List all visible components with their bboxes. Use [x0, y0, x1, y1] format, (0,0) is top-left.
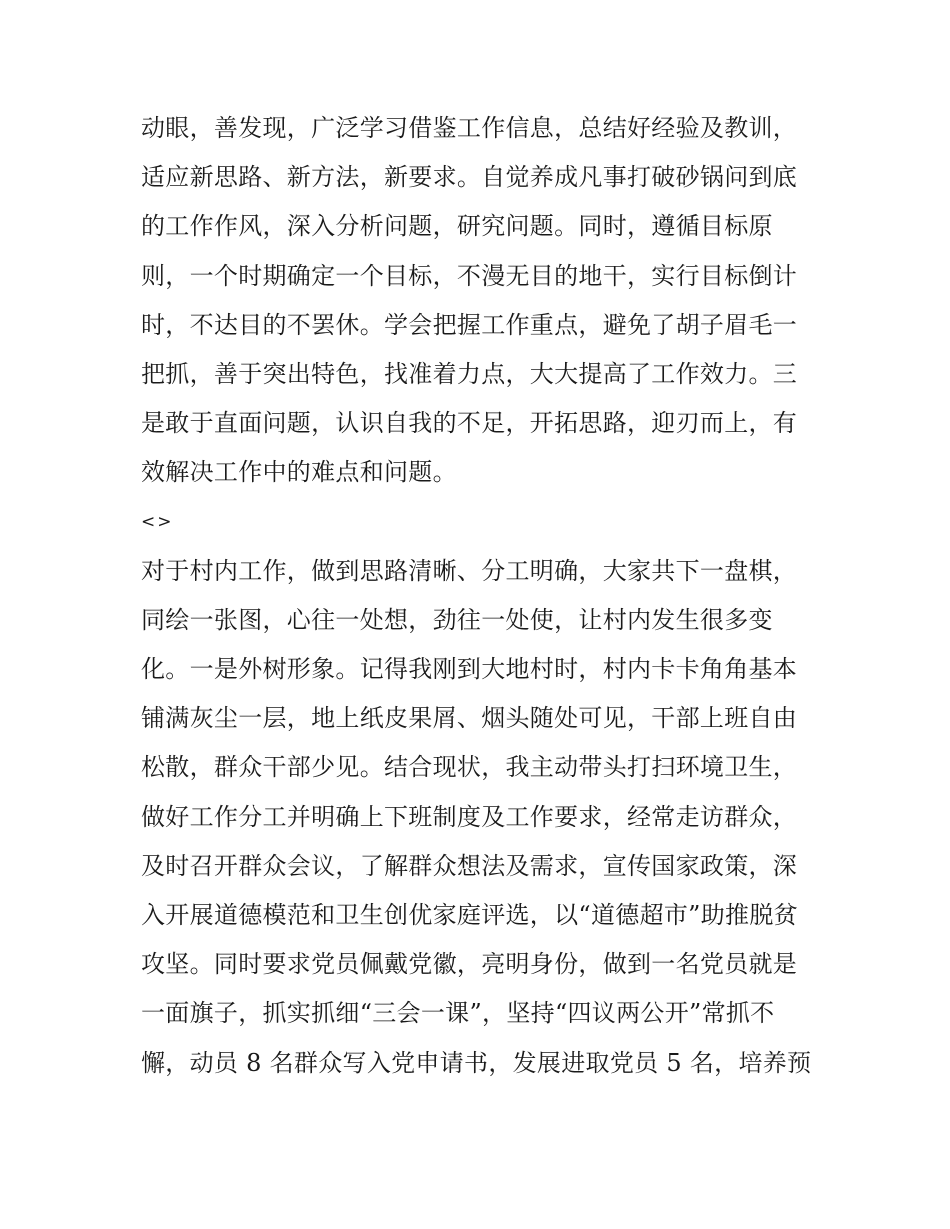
paragraph-line: 适应新思路、新方法，新要求。自觉养成凡事打破砂锅问到底	[141, 163, 798, 192]
paragraph-line: 懈，动员 8 名群众写入党申请书，发展进取党员 5 名，培养预	[141, 1048, 812, 1077]
paragraph-line: 做好工作分工并明确上下班制度及工作要求，经常走访群众，	[141, 802, 798, 831]
paragraph-line: 入开展道德模范和卫生创优家庭评选，以“道德超市”助推脱贫	[141, 901, 798, 929]
paragraph-line: 同绘一张图，心往一处想，劲往一处使，让村内发生很多变	[141, 605, 773, 634]
paragraph-line: 是敢于直面问题，认识自我的不足，开拓思路，迎刃而上，有	[141, 409, 798, 438]
paragraph-line: 化。一是外树形象。记得我刚到大地村时，村内卡卡角角基本	[141, 655, 798, 684]
paragraph-line: 效解决工作中的难点和问题。	[141, 458, 457, 487]
section-separator: <>	[141, 511, 174, 532]
paragraph-line: 则，一个时期确定一个目标，不漫无目的地干，实行目标倒计	[141, 261, 798, 290]
paragraph-line: 一面旗子，抓实抓细“三会一课”，坚持“四议两公开”常抓不	[141, 999, 775, 1028]
paragraph-line: 及时召开群众会议，了解群众想法及需求，宣传国家政策，深	[141, 851, 798, 880]
paragraph-line: 攻坚。同时要求党员佩戴党徽，亮明身份，做到一名党员就是	[141, 950, 798, 979]
paragraph-line: 铺满灰尘一层，地上纸皮果屑、烟头随处可见，干部上班自由	[141, 704, 798, 733]
paragraph-line: 的工作作风，深入分析问题，研究问题。同时，遵循目标原	[141, 212, 773, 241]
paragraph-2	[141, 547, 817, 1088]
paragraph-line: 动眼，善发现，广泛学习借鉴工作信息，总结好经验及教训，	[141, 114, 798, 142]
paragraph-line: 松散，群众干部少见。结合现状，我主动带头打扫环境卫生，	[141, 753, 798, 782]
document-body	[141, 104, 817, 1088]
paragraph-1	[141, 104, 817, 498]
paragraph-line: 对于村内工作，做到思路清晰、分工明确，大家共下一盘棋，	[141, 556, 798, 585]
paragraph-line: 把抓，善于突出特色，找准着力点，大大提高了工作效力。三	[141, 359, 798, 388]
paragraph-line: 时，不达目的不罢休。学会把握工作重点，避免了胡子眉毛一	[141, 310, 798, 339]
